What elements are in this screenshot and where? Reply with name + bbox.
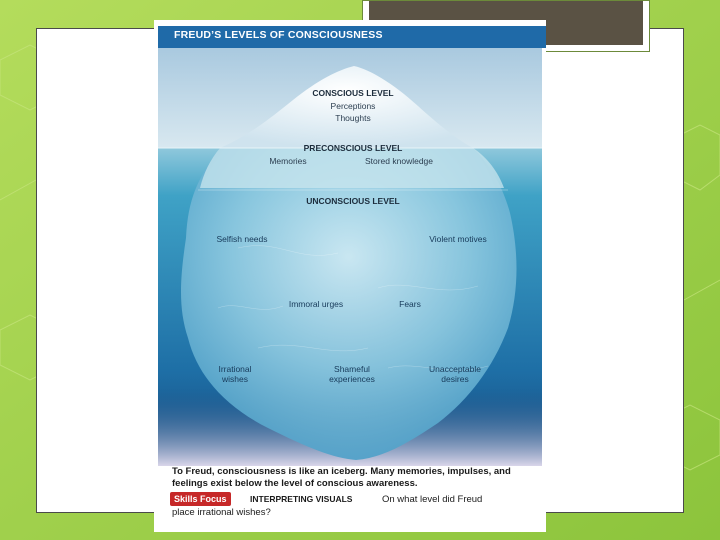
- unconscious-item: Shameful experiences: [329, 364, 375, 384]
- unconscious-item: Selfish needs: [216, 234, 268, 244]
- unconscious-item: Unacceptable desires: [429, 364, 481, 384]
- interpreting-visuals-heading: INTERPRETING VISUALS: [250, 494, 353, 504]
- conscious-level-heading: CONSCIOUS LEVEL: [312, 88, 394, 98]
- iceberg-figure: [154, 20, 546, 532]
- unconscious-item: Violent motives: [429, 234, 487, 244]
- unconscious-item: Fears: [399, 299, 421, 309]
- preconscious-item: Memories: [269, 156, 307, 166]
- skills-focus-badge: Skills Focus: [170, 492, 231, 506]
- figure-caption: To Freud, consciousness is like an iceberg. Many memories, impulses, and feelings exist below the level of conscious awareness.: [172, 466, 511, 489]
- preconscious-item: Stored knowledge: [364, 156, 434, 166]
- conscious-item: Perceptions: [330, 101, 376, 111]
- conscious-item: Thoughts: [335, 113, 371, 123]
- preconscious-level-heading: PRECONSCIOUS LEVEL: [303, 143, 403, 153]
- unconscious-item: Irrational wishes: [218, 364, 252, 384]
- skills-question-line1: On what level did Freud: [382, 494, 483, 505]
- unconscious-item: Immoral urges: [288, 299, 344, 309]
- unconscious-level-heading: UNCONSCIOUS LEVEL: [306, 196, 400, 206]
- figure-title: FREUD’S LEVELS OF CONSCIOUSNESS: [174, 29, 383, 41]
- skills-question-line2: place irrational wishes?: [172, 507, 271, 518]
- iceberg-preconscious-band: [200, 148, 504, 188]
